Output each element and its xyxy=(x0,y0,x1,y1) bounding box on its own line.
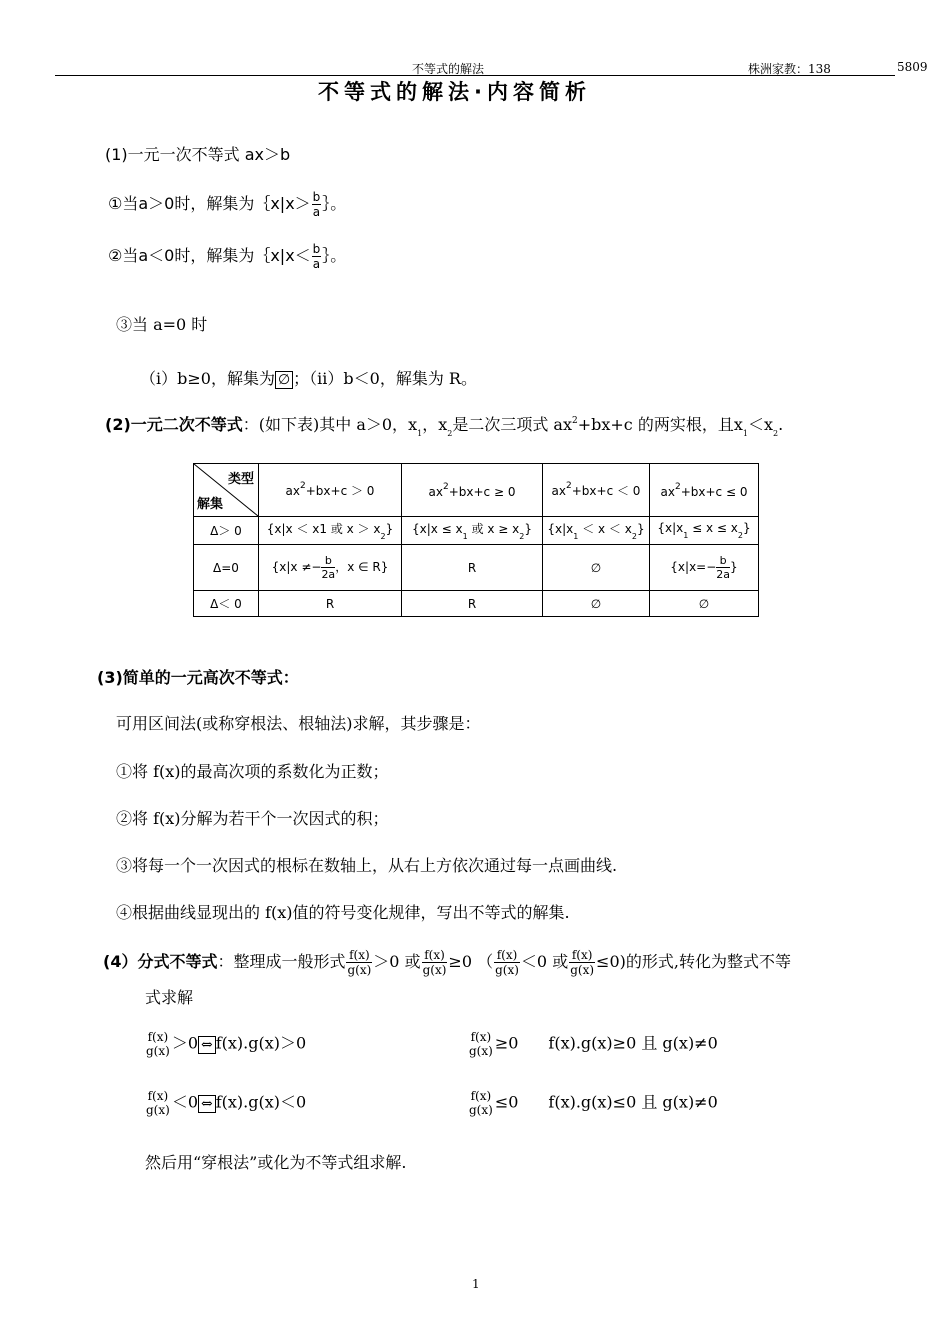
section-2-text-c: +bx+c 的两实根，且 xyxy=(577,415,734,434)
s1-case-1 xyxy=(108,190,346,219)
fraction-denominator: g(x) xyxy=(570,963,595,977)
section-4-heading xyxy=(103,948,791,977)
fraction-f-over-g xyxy=(468,1089,494,1117)
cell-text: } xyxy=(385,522,394,536)
table-cell xyxy=(402,517,543,545)
root-x2: x xyxy=(438,415,448,434)
cell-text: ≤ x ≤ x xyxy=(688,521,738,535)
header-center: 不等式的解法 xyxy=(412,62,485,76)
row-label: Δ＜ 0 xyxy=(194,591,259,617)
table-row-delta-negative xyxy=(194,591,759,617)
compare-x1: x xyxy=(733,415,743,434)
fraction-denominator: g(x) xyxy=(469,1103,493,1117)
fraction-numerator: b xyxy=(716,554,730,568)
fraction-numerator: b xyxy=(312,190,321,204)
cell-text: {x|x xyxy=(657,521,684,535)
square-superscript: 2 xyxy=(571,416,578,426)
fraction-denominator: a xyxy=(312,257,321,271)
equivalence-lt xyxy=(144,1089,306,1117)
cell-sub: 2 xyxy=(519,532,525,541)
s3-step-4: ④根据曲线显现出的 f(x)值的符号变化规律，写出不等式的解集. xyxy=(116,903,570,922)
table-row-delta-zero xyxy=(194,545,759,591)
corner-label-solution: 解集 xyxy=(197,497,224,512)
header-right: 株洲家教：138 xyxy=(748,62,831,76)
table-cell xyxy=(259,517,402,545)
colon: ： xyxy=(217,952,234,971)
rel-le: ≤0 xyxy=(494,1092,519,1112)
table-corner-cell xyxy=(194,464,259,517)
table-cell: R xyxy=(259,591,402,617)
s1-case-1-tail: ｝。 xyxy=(322,194,347,213)
cell-fraction xyxy=(716,554,730,581)
s1-case-2-tail: ｝。 xyxy=(322,246,347,265)
cell-sub: 2 xyxy=(380,532,386,541)
fraction-f-over-g xyxy=(468,1030,494,1058)
s4-closing: 然后用“穿根法”或化为不等式组求解. xyxy=(145,1153,407,1172)
rel-gt: ＞0 xyxy=(171,1033,198,1053)
cell-text: {x|x xyxy=(547,522,574,536)
table-header-row xyxy=(194,464,759,517)
col-header-sup: 2 xyxy=(442,481,449,492)
quadratic-inequality-table xyxy=(193,463,759,617)
cell-text: {x|x ≠ xyxy=(271,560,312,574)
col-header-text: ax xyxy=(660,484,675,499)
root-x2-subscript: 2 xyxy=(447,429,453,438)
rel-lt: ＜0 xyxy=(171,1092,198,1112)
table-cell: ∅ xyxy=(543,545,650,591)
fraction-numerator: f(x) xyxy=(470,1089,492,1103)
fraction-numerator: f(x) xyxy=(494,948,520,963)
fraction-denominator: g(x) xyxy=(347,963,372,977)
rel-lt: ＜0 xyxy=(520,952,548,971)
section-4-heading-bold: (4）分式不等式 xyxy=(103,952,218,971)
root-x1-subscript: 1 xyxy=(417,429,423,438)
s4-lead: 整理成一般形式 xyxy=(233,952,346,971)
fraction-denominator: g(x) xyxy=(469,1044,493,1058)
equivalence-rhs: f(x).g(x)≤0 且 g(x)≠0 xyxy=(548,1092,718,1112)
header-phone-tail: 5809 xyxy=(897,60,928,74)
table-cell: ∅ xyxy=(543,591,650,617)
fraction-numerator: b xyxy=(312,242,321,256)
col-header-ge xyxy=(402,464,543,517)
section-3-heading: (3)简单的一元高次不等式： xyxy=(97,668,299,687)
fraction-denominator: g(x) xyxy=(146,1044,170,1058)
fraction-numerator: f(x) xyxy=(346,948,372,963)
fraction-numerator: f(x) xyxy=(422,948,448,963)
s1-case-3-detail xyxy=(140,366,477,389)
row-label: Δ＞ 0 xyxy=(194,517,259,545)
fraction-f-over-g xyxy=(145,1089,171,1117)
cell-fraction xyxy=(321,554,335,581)
fraction-numerator: b xyxy=(321,554,335,568)
s1-case-2 xyxy=(108,242,346,271)
col-header-text: ax xyxy=(551,484,567,498)
compare-lt-x2: ＜x xyxy=(747,415,774,434)
cell-sub: 2 xyxy=(631,532,637,541)
col-header-text: ax xyxy=(428,484,443,499)
table-row-delta-positive xyxy=(194,517,759,545)
fraction-f-over-g xyxy=(346,948,372,977)
section-2-text-b: 是二次三项式 ax xyxy=(452,415,572,434)
table-cell: ∅ xyxy=(650,591,759,617)
fraction-denominator: g(x) xyxy=(422,963,447,977)
s3-step-2: ②将 f(x)分解为若干个一次因式的积； xyxy=(116,809,389,828)
section-2-heading-bold: (2)一元二次不等式 xyxy=(105,415,243,434)
compare-x1-subscript: 1 xyxy=(742,429,748,438)
fraction-numerator: f(x) xyxy=(470,1030,492,1044)
s1-case-1-lead: ①当a＞0时，解集为｛x|x＞ xyxy=(108,194,311,213)
rel-gt: ＞0 xyxy=(373,952,400,971)
cell-text: } xyxy=(743,521,751,535)
or-word: 或 xyxy=(552,952,569,971)
compare-x2-subscript: 2 xyxy=(773,429,779,438)
fraction-f-over-g xyxy=(569,948,595,977)
s4-continued: 式求解 xyxy=(145,988,194,1007)
root-x1: x xyxy=(408,415,418,434)
fraction-denominator: 2a xyxy=(321,568,336,581)
fraction-numerator: f(x) xyxy=(147,1030,169,1044)
s1-case-3-detail-a: （i）b≥0，解集为 xyxy=(140,369,275,388)
fraction-numerator: f(x) xyxy=(147,1089,169,1103)
fraction-denominator: a xyxy=(312,205,321,219)
equivalence-gt xyxy=(144,1030,306,1058)
equivalence-ge xyxy=(467,1030,718,1058)
col-header-lt xyxy=(543,464,650,517)
table-cell xyxy=(650,517,759,545)
col-header-le xyxy=(650,464,759,517)
iff-arrow-icon: ⇔ xyxy=(198,1095,216,1113)
or-word: 或 xyxy=(404,952,421,971)
page-number: 1 xyxy=(472,1277,480,1291)
col-header-text: +bx+c ≥ 0 xyxy=(448,484,516,499)
equivalence-rhs: f(x).g(x)≥0 且 g(x)≠0 xyxy=(548,1033,718,1053)
col-header-sup: 2 xyxy=(674,481,681,492)
fraction-denominator: 2a xyxy=(716,568,731,581)
col-header-text: +bx+c ＞ 0 xyxy=(305,484,375,498)
fraction-f-over-g xyxy=(422,948,448,977)
cell-text: {x|x ≤ x xyxy=(411,522,463,536)
cell-sub: 1 xyxy=(462,532,468,541)
iff-arrow-icon: ⇔ xyxy=(198,1036,216,1054)
cell-text: } xyxy=(524,522,533,536)
cell-text: {x|x ＜ x1 或 x ＞ x xyxy=(266,522,381,536)
s1-case-2-lead: ②当a＜0时，解集为｛x|x＜ xyxy=(108,246,311,265)
cell-sub: 1 xyxy=(683,531,689,540)
cell-sub: 1 xyxy=(573,532,579,541)
col-header-sup: 2 xyxy=(300,481,306,491)
equivalence-rhs: f(x).g(x)＞0 xyxy=(215,1033,307,1053)
section-1-heading: (1)一元一次不等式 ax＞b xyxy=(105,145,291,164)
s3-step-3: ③将每一个一次因式的根标在数轴上，从右上方依次通过每一点画曲线. xyxy=(116,856,618,875)
fraction-denominator: g(x) xyxy=(146,1103,170,1117)
s1-case-3: ③当 a=0 时 xyxy=(116,315,208,334)
comma: ， xyxy=(422,415,439,434)
fraction-denominator: g(x) xyxy=(495,963,519,977)
cell-text: ＜ x ＜ x xyxy=(578,522,632,536)
col-header-gt xyxy=(259,464,402,517)
fraction-f-over-g xyxy=(494,948,520,977)
table-cell: R xyxy=(402,545,543,591)
s1-case-2-fraction xyxy=(312,242,322,271)
cell-text: {x|x= xyxy=(670,560,707,574)
col-header-text: ax xyxy=(285,484,301,498)
col-header-text: +bx+c ＜ 0 xyxy=(571,484,641,498)
s3-intro: 可用区间法(或称穿根法、根轴法)求解，其步骤是： xyxy=(116,714,481,733)
compare-end: . xyxy=(778,415,784,434)
fraction-f-over-g xyxy=(145,1030,171,1058)
corner-diagonal xyxy=(194,464,258,516)
col-header-sup: 2 xyxy=(566,481,572,491)
s3-step-1: ①将 f(x)的最高次项的系数化为正数； xyxy=(116,762,389,781)
cell-minus: − xyxy=(706,560,717,574)
fraction-numerator: f(x) xyxy=(569,948,595,963)
rel-ge: ≥0 xyxy=(448,952,472,971)
cell-text: ，x ∈ R} xyxy=(335,560,389,574)
col-header-text: +bx+c ≤ 0 xyxy=(680,484,748,499)
equivalence-le xyxy=(467,1089,718,1117)
empty-set-symbol: ∅ xyxy=(275,371,293,389)
rel-le: ≤0)的形式,转化为整式不等 xyxy=(596,952,791,971)
table-cell xyxy=(543,517,650,545)
row-label: Δ=0 xyxy=(194,545,259,591)
page-title: 不等式的解法·内容简析 xyxy=(318,80,591,104)
table-cell xyxy=(650,545,759,591)
section-2-heading xyxy=(105,412,783,438)
equivalence-rhs: f(x).g(x)＜0 xyxy=(215,1092,307,1112)
cell-text: 或 x ≥ x xyxy=(467,522,520,536)
s1-case-1-fraction xyxy=(312,190,322,219)
section-2-text-a: ：(如下表)其中 a＞0， xyxy=(242,415,409,434)
table-cell xyxy=(259,545,402,591)
s1-case-3-detail-b: ；（ii）b＜0，解集为 R。 xyxy=(293,369,477,388)
cell-sub: 2 xyxy=(737,531,743,540)
cell-text: } xyxy=(636,522,645,536)
table-cell: R xyxy=(402,591,543,617)
cell-text: } xyxy=(730,560,738,574)
corner-label-type: 类型 xyxy=(227,472,254,487)
cell-minus: − xyxy=(311,560,322,574)
paren-open: （ xyxy=(477,952,494,971)
rel-ge: ≥0 xyxy=(494,1033,519,1053)
